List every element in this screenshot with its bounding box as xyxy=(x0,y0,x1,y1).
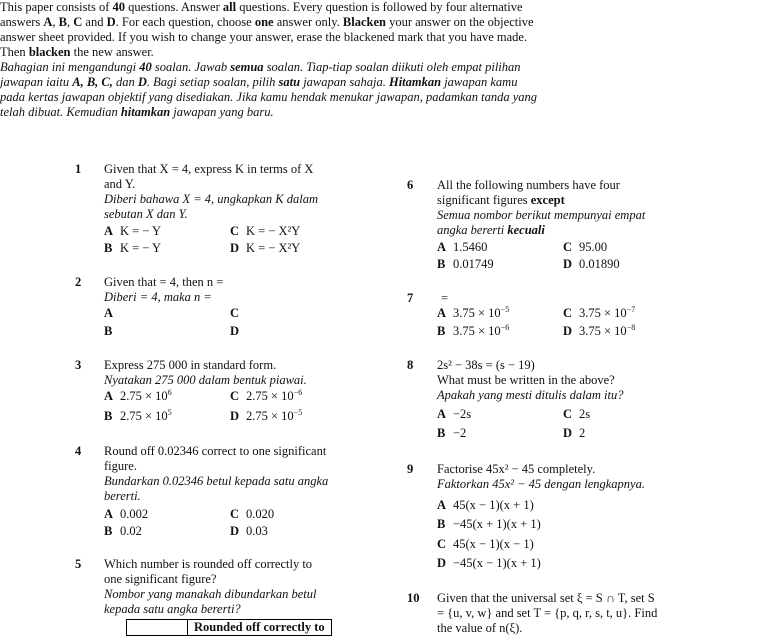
question-text-malay: Apakah yang mesti ditulis dalam itu? xyxy=(437,388,624,402)
option-letter: C xyxy=(230,306,240,320)
question-text: = xyxy=(441,291,449,305)
text: D xyxy=(137,75,147,89)
option-d[interactable] xyxy=(437,556,541,571)
option-letter: D xyxy=(563,324,573,338)
option-a[interactable] xyxy=(104,224,161,239)
text: one xyxy=(254,15,274,29)
question-text-malay: Nyatakan 275 000 dalam bentuk piawai. xyxy=(104,373,307,387)
option-letter: A xyxy=(437,240,447,254)
option-letter: D xyxy=(437,556,447,570)
text: jawapan kamu xyxy=(441,75,518,89)
text: 40 xyxy=(139,60,152,74)
option-text: 45(x − 1)(x + 1) xyxy=(453,498,534,512)
question-text-malay: Diberi bahawa X = 4, ungkapkan K dalam xyxy=(104,192,318,206)
option-letter: B xyxy=(104,409,113,423)
option-text: 3.75 × 10 xyxy=(453,324,501,338)
question-text: What must be written in the above? xyxy=(437,373,615,387)
question-text-malay: Faktorkan 45x² − 45 dengan lengkapnya. xyxy=(437,477,645,491)
exponent: −8 xyxy=(626,322,636,332)
text: questions. Every question is followed by four alternative xyxy=(236,0,523,14)
text: answer sheet provided. If you wish to change your answer, erase the blackened mark that you have made. xyxy=(0,30,528,44)
option-text: 0.01749 xyxy=(453,257,494,271)
text: D xyxy=(106,15,116,29)
option-text: 0.01890 xyxy=(579,257,620,271)
option-d[interactable] xyxy=(563,257,620,272)
text: . Bagi setiap soalan, pilih xyxy=(146,75,279,89)
question-2 xyxy=(104,275,223,305)
option-b[interactable] xyxy=(437,426,466,441)
question-text: Given that = 4, then n = xyxy=(104,275,224,289)
exponent: 6 xyxy=(167,387,172,397)
exponent: 5 xyxy=(167,407,172,417)
option-text: 2.75 × 10 xyxy=(120,409,168,423)
question-number: 10 xyxy=(407,591,420,605)
option-letter: D xyxy=(230,409,240,423)
question-text-malay: angka bererti xyxy=(437,223,508,237)
text: jawapan yang baru. xyxy=(170,105,274,119)
text: the new answer. xyxy=(70,45,154,59)
option-text: −2 xyxy=(453,426,467,440)
text: jawapan sahaja. xyxy=(300,75,389,89)
option-letter: A xyxy=(104,306,114,320)
text: Blacken xyxy=(342,15,386,29)
option-a[interactable] xyxy=(437,306,509,321)
option-c[interactable] xyxy=(230,306,246,321)
option-letter: B xyxy=(104,241,113,255)
table-cell xyxy=(127,620,188,636)
text: answers xyxy=(0,15,44,29)
question-text-malay: bererti. xyxy=(104,489,141,503)
option-letter: B xyxy=(104,524,113,538)
table-header: Rounded off correctly to xyxy=(188,620,332,636)
option-text: 45(x − 1)(x − 1) xyxy=(453,537,534,551)
question-9 xyxy=(437,462,645,492)
option-text: 0.020 xyxy=(246,507,275,521)
option-a[interactable] xyxy=(104,306,120,321)
question-number: 8 xyxy=(407,358,414,372)
text: B xyxy=(58,15,68,29)
text: , xyxy=(67,15,74,29)
question-text: Round off 0.02346 correct to one significant xyxy=(104,444,327,458)
text: . For each question, choose xyxy=(115,15,255,29)
exponent: −5 xyxy=(500,304,510,314)
question-text: and Y. xyxy=(104,177,136,191)
question-5 xyxy=(104,557,316,617)
option-letter: B xyxy=(104,324,113,338)
option-letter: B xyxy=(437,257,446,271)
text: A xyxy=(43,15,53,29)
option-text: 0.002 xyxy=(120,507,149,521)
option-text: K = − Y xyxy=(120,241,162,255)
option-letter: A xyxy=(437,407,447,421)
question-8 xyxy=(437,358,623,403)
option-a[interactable] xyxy=(104,389,172,404)
option-letter: A xyxy=(104,224,114,238)
option-letter: B xyxy=(437,517,446,531)
text: pada kertas jawapan objektif yang disediakan. Jika kamu hendak menukar jawapan, padamkan tanda yang xyxy=(0,90,538,104)
option-letter: D xyxy=(230,324,240,338)
question-text: Factorise 45x² − 45 completely. xyxy=(437,462,596,476)
question-text: one significant figure? xyxy=(104,572,217,586)
text: Then xyxy=(0,45,29,59)
option-letter: C xyxy=(563,240,573,254)
instructions-malay xyxy=(0,60,620,120)
option-d[interactable] xyxy=(230,241,300,256)
option-letter: A xyxy=(104,389,114,403)
option-letter: C xyxy=(563,407,573,421)
question-4 xyxy=(104,444,328,504)
text: questions. Answer xyxy=(124,0,223,14)
question-text: Given that X = 4, express K in terms of X xyxy=(104,162,314,176)
option-text: 95.00 xyxy=(579,240,608,254)
option-text: 2.75 × 10 xyxy=(120,389,168,403)
exponent: −7 xyxy=(626,304,636,314)
question-text: except xyxy=(530,193,565,207)
option-letter: D xyxy=(563,426,573,440)
question-text: significant figures xyxy=(437,193,531,207)
option-letter: A xyxy=(437,306,447,320)
option-letter: C xyxy=(230,389,240,403)
option-text: −45(x + 1)(x + 1) xyxy=(453,517,541,531)
text: dan xyxy=(112,75,138,89)
option-letter: C xyxy=(230,224,240,238)
question-text-malay: Bundarkan 0.02346 betul kepada satu angka xyxy=(104,474,329,488)
option-text: 2 xyxy=(579,426,586,440)
question-text: = {u, v, w} and set T = {p, q, r, s, t, u}. Find xyxy=(437,606,658,620)
option-text: 3.75 × 10 xyxy=(453,306,501,320)
question-text: All the following numbers have four xyxy=(437,178,620,192)
question-number: 7 xyxy=(407,291,414,305)
option-b[interactable] xyxy=(104,324,120,339)
text: satu xyxy=(278,75,301,89)
exponent: −6 xyxy=(293,387,303,397)
text: C xyxy=(73,15,83,29)
option-letter: D xyxy=(563,257,573,271)
question-6 xyxy=(437,178,645,238)
question-10 xyxy=(437,591,657,636)
question-text-malay: Semua nombor berikut mempunyai empat xyxy=(437,208,646,222)
option-b[interactable] xyxy=(104,409,172,424)
question-text: Express 275 000 in standard form. xyxy=(104,358,277,372)
option-letter: B xyxy=(437,426,446,440)
option-c[interactable] xyxy=(230,224,300,239)
text: A, B, C, xyxy=(72,75,113,89)
question-3 xyxy=(104,358,307,388)
text: answer only. xyxy=(273,15,343,29)
text: jawapan iaitu xyxy=(0,75,73,89)
option-d[interactable] xyxy=(230,524,268,539)
option-d[interactable] xyxy=(230,409,302,424)
option-c[interactable] xyxy=(563,407,590,422)
option-b[interactable] xyxy=(437,517,541,532)
option-text: 0.03 xyxy=(246,524,268,538)
option-text: 3.75 × 10 xyxy=(579,324,627,338)
exponent: −5 xyxy=(293,407,303,417)
option-letter: A xyxy=(437,498,447,512)
instructions-english xyxy=(0,0,620,60)
option-text: −45(x − 1)(x + 1) xyxy=(453,556,541,570)
question-number: 9 xyxy=(407,462,414,476)
question-text-malay: sebutan X dan Y. xyxy=(104,207,188,221)
option-a[interactable] xyxy=(437,240,487,255)
question-7 xyxy=(441,291,448,306)
instructions xyxy=(0,0,620,120)
option-text: 1.5460 xyxy=(453,240,488,254)
question-number: 6 xyxy=(407,178,414,192)
option-letter: A xyxy=(104,507,114,521)
option-b[interactable] xyxy=(437,324,509,339)
question-number: 2 xyxy=(75,275,82,289)
text: all xyxy=(222,0,237,14)
text: semua xyxy=(230,60,264,74)
question-number: 5 xyxy=(75,557,82,571)
question-number: 4 xyxy=(75,444,82,458)
option-text: 0.02 xyxy=(120,524,142,538)
question-text-malay: Nombor yang manakah dibundarkan betul xyxy=(104,587,317,601)
question-text: figure. xyxy=(104,459,137,473)
option-d[interactable] xyxy=(563,324,635,339)
option-text: 2.75 × 10 xyxy=(246,389,294,403)
text: soalan. Tiap-tiap soalan diikuti oleh empat pilihan xyxy=(263,60,521,74)
question-text: 2s² − 38s = (s − 19) xyxy=(437,358,535,372)
text: This paper consists of xyxy=(0,0,113,14)
option-letter: C xyxy=(230,507,240,521)
option-b[interactable] xyxy=(104,241,161,256)
text: Hitamkan xyxy=(388,75,442,89)
option-text: 3.75 × 10 xyxy=(579,306,627,320)
question-text-malay: kepada satu angka bererti? xyxy=(104,602,241,616)
option-c[interactable] xyxy=(230,507,274,522)
option-text: K = − X²Y xyxy=(246,224,301,238)
option-letter: C xyxy=(437,537,447,551)
option-d[interactable] xyxy=(230,324,246,339)
option-b[interactable] xyxy=(104,524,142,539)
option-text: 2s xyxy=(579,407,591,421)
option-letter: B xyxy=(437,324,446,338)
question-text: Given that the universal set ξ = S ∩ T, set S xyxy=(437,591,655,605)
text: soalan. Jawab xyxy=(151,60,231,74)
option-text: 2.75 × 10 xyxy=(246,409,294,423)
exponent: −6 xyxy=(500,322,510,332)
text: telah dibuat. Kemudian xyxy=(0,105,121,119)
table-row xyxy=(127,620,332,636)
text: blacken xyxy=(28,45,71,59)
option-text: −2s xyxy=(453,407,472,421)
option-text: K = − X²Y xyxy=(246,241,301,255)
option-d[interactable] xyxy=(563,426,585,441)
option-c[interactable] xyxy=(437,537,534,552)
option-a[interactable] xyxy=(437,407,471,422)
question-text-malay: kecuali xyxy=(507,223,545,237)
question-text: the value of n(ξ). xyxy=(437,621,523,635)
option-letter: D xyxy=(230,241,240,255)
text: hitamkan xyxy=(120,105,171,119)
option-text: K = − Y xyxy=(120,224,162,238)
question-text: Which number is rounded off correctly to xyxy=(104,557,313,571)
question-number: 1 xyxy=(75,162,82,176)
option-a[interactable] xyxy=(104,507,148,522)
text: and xyxy=(82,15,107,29)
option-letter: C xyxy=(563,306,573,320)
option-c[interactable] xyxy=(230,389,302,404)
text: your answer on the objective xyxy=(385,15,534,29)
rounding-table xyxy=(126,619,332,636)
option-c[interactable] xyxy=(563,306,635,321)
text: , xyxy=(52,15,59,29)
option-a[interactable] xyxy=(437,498,534,513)
option-b[interactable] xyxy=(437,257,494,272)
question-number: 3 xyxy=(75,358,82,372)
text: 40 xyxy=(112,0,125,14)
option-c[interactable] xyxy=(563,240,607,255)
question-text-malay: Diberi = 4, maka n = xyxy=(104,290,212,304)
option-letter: D xyxy=(230,524,240,538)
text: Bahagian ini mengandungi xyxy=(0,60,140,74)
question-1 xyxy=(104,162,318,222)
